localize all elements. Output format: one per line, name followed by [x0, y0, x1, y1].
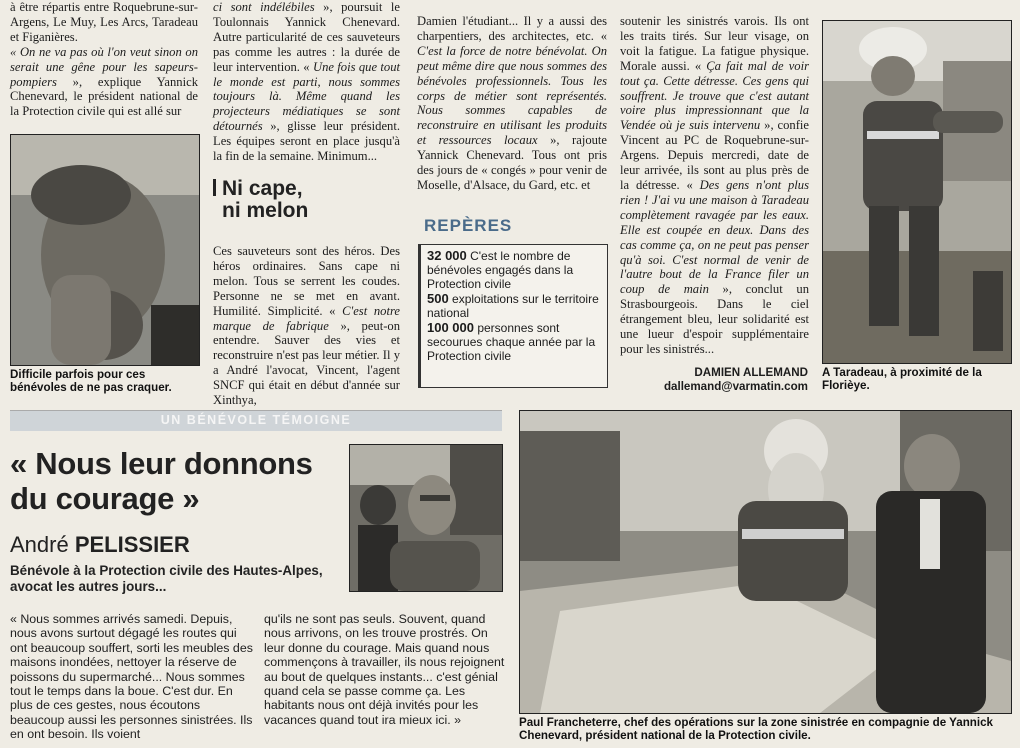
photo-caption-4: Paul Francheterre, chef des opérations sur la zone sinistrée en compagnie de Yannick Chenevard, président national de la Protection civile. [519, 716, 994, 743]
author-last-name: PELISSIER [74, 532, 190, 557]
quote: C'est notre marque de fabrique [213, 303, 400, 333]
photo-volunteer-portrait [349, 444, 503, 592]
col2-paragraph-1 [213, 0, 400, 164]
testimony-headline [10, 446, 340, 516]
reperes-title: REPÈRES [424, 216, 513, 235]
reperes-item [427, 292, 601, 320]
reperes-number: 32 000 [427, 248, 467, 263]
text: », rajoute Yannick Chenevard. Tous ont pris des jours de « congés » pour venir de Moselle, d'Alsace, du Gard, etc. et [417, 133, 607, 192]
article-column-2-lower [213, 244, 400, 408]
reperes-item [427, 321, 601, 363]
rescuer-with-helmet-photo-icon [823, 21, 1011, 363]
photo-person-wiping-tears [10, 134, 200, 366]
reperes-text: exploitations sur le territoire national [427, 292, 599, 320]
volunteer-portrait-photo-icon [350, 445, 502, 591]
signature-name: DAMIEN ALLEMAND [694, 366, 808, 379]
subhead-ni-cape [213, 178, 403, 222]
quote: ci sont indélébiles [213, 0, 315, 14]
quote: Ça fait mal de voir tout ça. Cette détresse. Ces gens qui souffrent. Je trouve que c'est autant voire plus impressionnant que la Vendée où je suis intervenu [620, 58, 809, 133]
author-signature [600, 366, 808, 394]
text: », conclut un Strasbourgeois. Dans le ciel étrangement bleu, leur solidarité est une lueur d'espoir supplémentaire pour les sinistrés... [620, 282, 809, 356]
quote: Une fois que tout le monde est parti, nous sommes toujours là. Même quand les projecteurs médiatiques se sont détournés [213, 59, 400, 134]
signature-email: dallemand@varmatin.com [663, 380, 808, 393]
photo-caption-1: Difficile parfois pour ces bénévoles de ne pas craquer. [10, 368, 172, 395]
subhead-line-1: Ni cape, [222, 177, 303, 200]
text: », confie Vincent au PC de Roquebrune-sur-Argens. Depuis mercredi, date de leur arrivée, ils sont au plus près de la détresse. « [620, 118, 809, 192]
testimony-text-column-2: qu'ils ne sont pas seuls. Souvent, quand nous arrivons, on les trouve prostrés. On leur donne du courage. Mais quand nous commençons à travailler, ils nous rejoignent au bout de quelques instants... c'est génial quand cela se passe comme ça. Les habitants nous ont déjà invités pour les vacances quand tout ira mieux ici. » [264, 612, 505, 727]
text: Damien l'étudiant... Il y a aussi des charpentiers, des architectes, etc. « [417, 14, 607, 43]
reperes-item [427, 249, 601, 291]
col1-paragraph-1: à être répartis entre Roquebrune-sur-Argens, Le Muy, Les Arcs, Taradeau et Figanières. [10, 0, 198, 44]
reperes-text: personnes sont secourues chaque année par la Protection civile [427, 321, 596, 363]
headline-line-1: « Nous leur donnons [10, 446, 313, 481]
text: Ces sauveteurs sont des héros. Des héros ordinaires. Sans cape ni melon. Tous se serrent les coudes. Personne ne se met en avant. Humilité. Simplicité. « [213, 244, 400, 318]
quote: « On ne va pas où l'on veut sinon on serait une gêne pour les sapeurs-pompiers [10, 44, 198, 89]
subhead-line-2: ni melon [222, 199, 309, 222]
article-column-4 [620, 14, 809, 357]
article-column-2 [213, 0, 400, 164]
text: soutenir les sinistrés varois. Ils ont les traits tirés. Sur leur visage, on voit la fatigue. La fatigue physique. Morale aussi. « [620, 14, 809, 73]
section-banner: UN BÉNÉVOLE TÉMOIGNE [10, 410, 502, 431]
reperes-number: 100 000 [427, 320, 474, 335]
headline-line-2: du courage » [10, 481, 200, 516]
person-wiping-tears-photo-icon [11, 135, 199, 365]
text: », explique Yannick Chenevard, le président national de la Protection civile qui est allé sur [10, 74, 198, 119]
reperes-text: C'est le nombre de bénévoles engagés dans la Protection civile [427, 249, 574, 291]
author-first-name: André [10, 532, 75, 557]
photo-officials-reading-map [519, 410, 1012, 714]
col2-paragraph-2 [213, 244, 400, 408]
testimony-deck: Bénévole à la Protection civile des Hautes-Alpes, avocat les autres jours... [10, 563, 323, 594]
col3-paragraph-1 [417, 14, 607, 193]
photo-caption-2: A Taradeau, à proximité de la Florièye. [822, 366, 982, 393]
text: », peut-on entendre. Sauver des vies et reconstruire n'est pas leur métier. Il y a André l'avocat, Vincent, l'agent SNCF qui était en début d'année sur Xinthya, [213, 318, 400, 408]
quote: Des gens n'ont plus rien ! J'ai vu une maison à Taradeau complètement ravagée par les eaux. Elle est coupée en deux. Dans des cas comme ça, on ne peut pas penser qu'à soi. C'est normal de venir de l'autre bout de la France filer un coup de main [620, 177, 809, 297]
col1-paragraph-2 [10, 45, 198, 120]
col4-paragraph-1 [620, 14, 809, 357]
article-column-1 [10, 0, 198, 119]
testimony-author [10, 532, 190, 558]
photo-rescuer-with-helmet [822, 20, 1012, 364]
quote: C'est la force de notre bénévolat. On peut même dire que nous sommes des bénévoles professionnels. Tous les corps de métier sont représentés. Nous sommes capables de reconstruire en utilisant les produits et ressources locaux [417, 43, 607, 148]
article-column-3 [417, 14, 607, 193]
officials-reading-map-photo-icon [520, 411, 1011, 713]
reperes-number: 500 [427, 291, 449, 306]
testimony-text-column-1: « Nous sommes arrivés samedi. Depuis, nous avons surtout dégagé les routes qui ont beaucoup souffert, sorti les meubles des maisons inondées, nettoyer la réserve de poissons du supermarché... Nous sommes tout le temps dans la boue. C'est dur. En plus de ces gestes, nous écoutons beaucoup aussi les personnes sinistrées. Ils en ont besoin. Ils voient [10, 612, 253, 742]
reperes-box [418, 244, 608, 388]
text: », glisse leur président. Les équipes seront en place jusqu'à la fin de la semaine. Minimum... [213, 119, 400, 164]
subhead-bar [213, 179, 216, 196]
text: », poursuit le Toulonnais Yannick Chenevard. Autre particularité de ces sauveteurs pas comme les autres : la durée de leur intervention. « [213, 0, 400, 74]
